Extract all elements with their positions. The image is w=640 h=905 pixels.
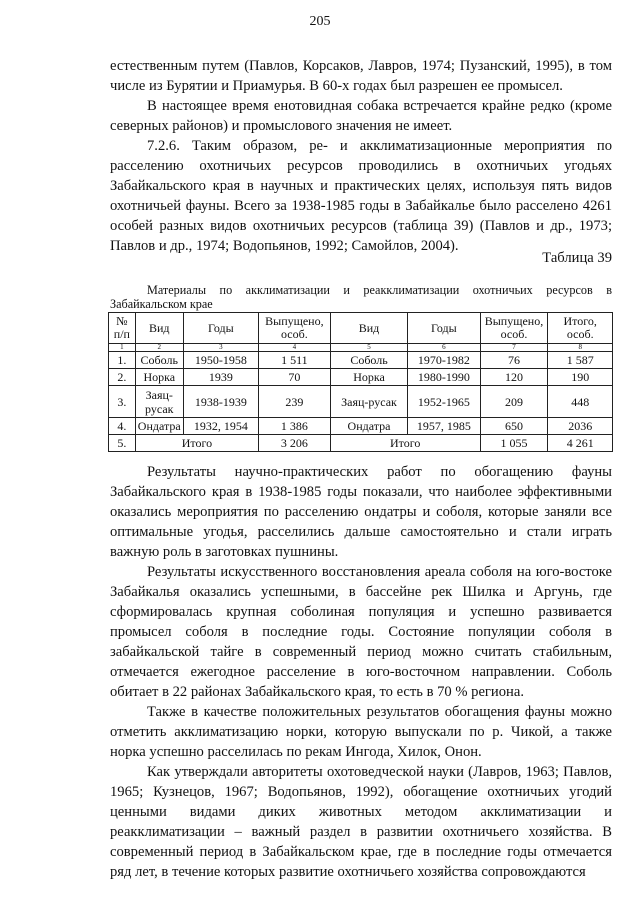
page-number: 205 bbox=[309, 14, 331, 29]
released-cell: 120 bbox=[480, 369, 548, 386]
table-row bbox=[109, 369, 613, 386]
released-cell: 76 bbox=[480, 352, 548, 369]
released-cell: 209 bbox=[480, 386, 548, 418]
data-table bbox=[108, 312, 613, 452]
column-number: 7 bbox=[480, 344, 548, 352]
column-number: 4 bbox=[258, 344, 330, 352]
years-cell: 1939 bbox=[183, 369, 258, 386]
years-cell: 1950-1958 bbox=[183, 352, 258, 369]
header-cell: Годы bbox=[408, 313, 480, 344]
species-cell: Ондатра bbox=[330, 418, 407, 435]
header-cell: Выпущено, особ. bbox=[480, 313, 548, 344]
column-number: 1 bbox=[109, 344, 136, 352]
total-label: Итого bbox=[135, 435, 258, 452]
years-cell: 1970-1982 bbox=[408, 352, 480, 369]
released-cell: 1 386 bbox=[258, 418, 330, 435]
table-header-row bbox=[109, 313, 613, 344]
column-number: 2 bbox=[135, 344, 183, 352]
released-cell: 1 055 bbox=[480, 435, 548, 452]
row-number: 5. bbox=[109, 435, 136, 452]
released-cell: 3 206 bbox=[258, 435, 330, 452]
paragraph: Также в качестве положительных результатов обогащения фауны можно отметить акклиматизацию норки, которую выпускали по р. Чикой, а также норка успешно расселилась по рекам Ингода, Хилок, Онон. bbox=[110, 704, 612, 760]
years-cell: 1938-1939 bbox=[183, 386, 258, 418]
row-number: 2. bbox=[109, 369, 136, 386]
column-number: 8 bbox=[548, 344, 613, 352]
released-cell: 1 511 bbox=[258, 352, 330, 369]
column-number: 6 bbox=[408, 344, 480, 352]
total-cell: 2036 bbox=[548, 418, 613, 435]
table-row bbox=[109, 418, 613, 435]
table-label: Таблица 39 bbox=[542, 250, 612, 266]
paragraph: Как утверждали авторитеты охотоведческой науки (Лавров, 1963; Павлов, 1965; Кузнецов, 1967; Водопьянов, 1992), обогащение охотничьих угодий ценными видами диких животных методом акклиматизации и реакклиматизации – важный раздел в развитии охотничьего хозяйства. В современный период в Забайкальском крае, где в последние годы отмечается ряд лет, в течение которых развитие охотничьего хозяйства сопровождаются bbox=[110, 764, 612, 880]
header-cell: Выпущено, особ. bbox=[258, 313, 330, 344]
released-cell: 239 bbox=[258, 386, 330, 418]
row-number: 4. bbox=[109, 418, 136, 435]
paragraph: Результаты искусственного восстановления ареала соболя на юго-востоке Забайкалья оказались успешными, в бассейне рек Шилка и Аргунь, где сформировалась крупная соболиная популяция и успешно развивается промысел соболя в последние годы. Состояние популяции соболя в забайкальской тайге в современный период можно считать стабильным, отмечается ежегодное расселение в юго-восточном направлении. Соболь обитает в 22 районах Забайкальского края, то есть в 70 % региона. bbox=[110, 564, 612, 700]
species-cell: Заяц-русак bbox=[135, 386, 183, 418]
species-cell: Ондатра bbox=[135, 418, 183, 435]
top-text bbox=[110, 56, 612, 256]
column-number: 3 bbox=[183, 344, 258, 352]
paragraph: 7.2.6. Таким образом, ре- и акклиматизационные мероприятия по расселению охотничьих ресурсов проводились в охотничьих угодьях Забайкальского края в научных и практических целях, используя пять видов охотничьей фауны. Всего за 1938-1985 годы в Забайкалье было расселено 4261 особей разных видов охотничьих ресурсов (таблица 39) (Павлов и др., 1973; Павлов и др., 1974; Водопьянов, 1992; Самойлов, 2004). bbox=[110, 138, 612, 254]
years-cell: 1952-1965 bbox=[408, 386, 480, 418]
header-cell: Вид bbox=[135, 313, 183, 344]
paragraph: В настоящее время енотовидная собака встречается крайне редко (кроме северных районов) и промыслового значения не имеет. bbox=[110, 98, 612, 134]
total-label: Итого bbox=[330, 435, 480, 452]
species-cell: Норка bbox=[330, 369, 407, 386]
species-cell: Норка bbox=[135, 369, 183, 386]
released-cell: 650 bbox=[480, 418, 548, 435]
total-cell: 190 bbox=[548, 369, 613, 386]
species-cell: Соболь bbox=[135, 352, 183, 369]
header-cell: Итого, особ. bbox=[548, 313, 613, 344]
column-number: 5 bbox=[330, 344, 407, 352]
column-number-row bbox=[109, 344, 613, 352]
header-cell: Вид bbox=[330, 313, 407, 344]
row-number: 1. bbox=[109, 352, 136, 369]
years-cell: 1957, 1985 bbox=[408, 418, 480, 435]
table-caption: Материалы по акклиматизации и реакклиматизации охотничьих ресурсов в Забайкальском крае bbox=[110, 283, 612, 311]
header-cell: Годы bbox=[183, 313, 258, 344]
header-cell: № п/п bbox=[109, 313, 136, 344]
years-cell: 1932, 1954 bbox=[183, 418, 258, 435]
total-cell: 448 bbox=[548, 386, 613, 418]
table-row bbox=[109, 386, 613, 418]
table-row bbox=[109, 352, 613, 369]
bottom-text bbox=[110, 462, 612, 882]
paragraph: Результаты научно-практических работ по обогащению фауны Забайкальского края в 1938-1985 годы показали, что наиболее эффективными оказались мероприятия по расселению ондатры и соболя, которые заняли все оптимальные угодья, расселились дальше самостоятельно и стали играть важную роль в заготовках пушнины. bbox=[110, 464, 612, 560]
table-total-row bbox=[109, 435, 613, 452]
total-cell: 1 587 bbox=[548, 352, 613, 369]
species-cell: Заяц-русак bbox=[330, 386, 407, 418]
total-cell: 4 261 bbox=[548, 435, 613, 452]
years-cell: 1980-1990 bbox=[408, 369, 480, 386]
row-number: 3. bbox=[109, 386, 136, 418]
released-cell: 70 bbox=[258, 369, 330, 386]
paragraph: естественным путем (Павлов, Корсаков, Лавров, 1974; Пузанский, 1995), в том числе из Бурятии и Приамурья. В 60-х годах был разрешен ее промысел. bbox=[110, 58, 612, 94]
species-cell: Соболь bbox=[330, 352, 407, 369]
